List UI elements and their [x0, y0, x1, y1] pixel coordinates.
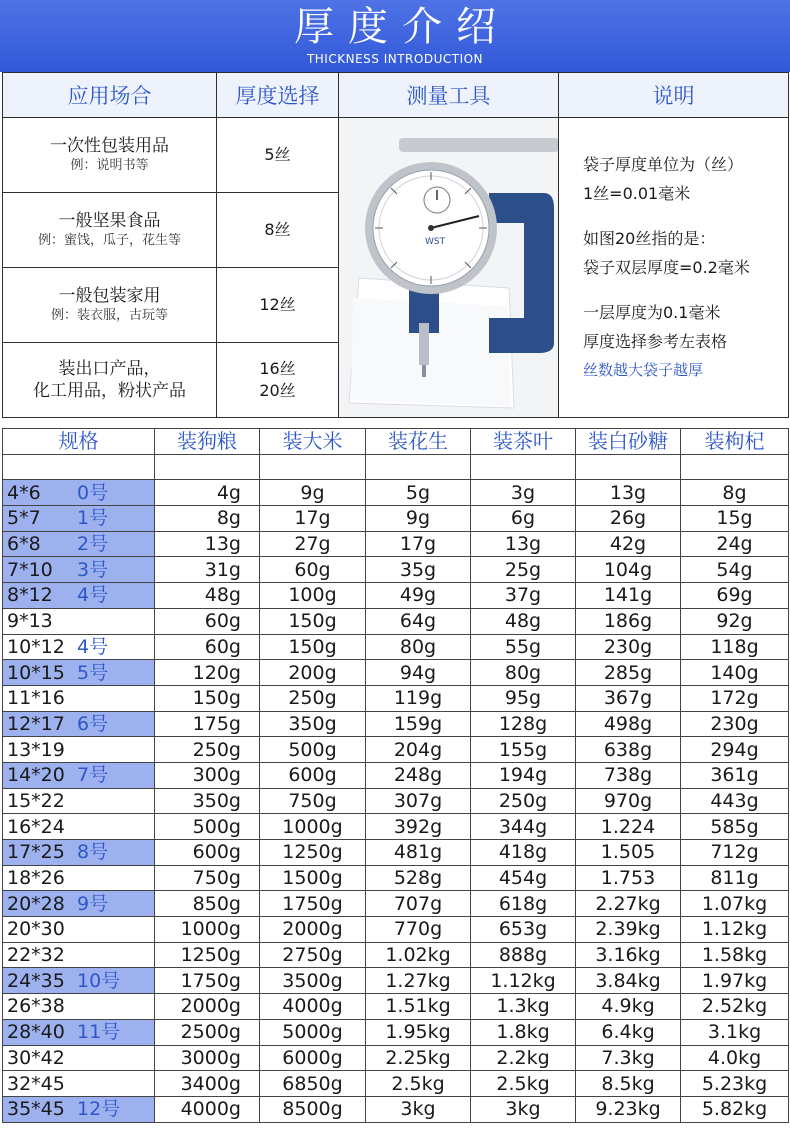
col-header: 装茶叶 [471, 429, 576, 455]
table-row [3, 1096, 789, 1122]
usage-text: 化工用品，粉状产品 [33, 381, 186, 401]
table-row [3, 840, 789, 866]
dial-gauge-icon [339, 118, 559, 418]
table-row [3, 660, 789, 686]
col-header: 装白砂糖 [576, 429, 681, 455]
weight-cell: 128g [471, 711, 576, 737]
weight-cell: 618g [471, 891, 576, 917]
weight-header-row [3, 429, 789, 455]
weight-cell: 750g [260, 788, 366, 814]
weight-cell: 585g [681, 814, 789, 840]
weight-cell: 175g [155, 711, 260, 737]
weight-cell: 811g [681, 865, 789, 891]
usage-text: 一般包装家用 [58, 286, 161, 306]
weight-cell: 3.16kg [576, 942, 681, 968]
weight-cell: 24g [681, 531, 789, 557]
table-row [3, 506, 789, 532]
bag-size: 30*42 [7, 1046, 65, 1069]
weight-cell: 150g [260, 634, 366, 660]
weight-cell: 92g [681, 608, 789, 634]
thickness-value: 8丝 [217, 193, 339, 268]
bag-size: 20*30 [7, 918, 65, 941]
weight-cell: 80g [366, 634, 471, 660]
weight-cell: 1250g [260, 840, 366, 866]
weight-cell: 17g [260, 506, 366, 532]
weight-cell: 1.58kg [681, 942, 789, 968]
weight-cell: 3kg [471, 1096, 576, 1122]
weight-cell: 2.27kg [576, 891, 681, 917]
bag-number: 8号 [77, 841, 109, 864]
bag-size: 12*17 [7, 712, 65, 735]
weight-cell: 888g [471, 942, 576, 968]
spec-cell [3, 506, 155, 532]
usage-cell [3, 118, 217, 193]
weight-cell: 1.12kg [681, 917, 789, 943]
table-row [3, 1071, 789, 1097]
bag-size: 35*45 [7, 1098, 65, 1121]
weight-cell: 7.3kg [576, 1045, 681, 1071]
table-row [3, 994, 789, 1020]
weight-cell: 48g [471, 608, 576, 634]
weight-cell: 26g [576, 506, 681, 532]
weight-cell: 498g [576, 711, 681, 737]
weight-cell: 970g [576, 788, 681, 814]
bag-size: 10*12 [7, 635, 65, 658]
weight-cell: 1750g [155, 968, 260, 994]
bag-number: 11号 [77, 1021, 121, 1044]
bag-number: 1号 [77, 507, 109, 530]
bag-number: 9号 [77, 892, 109, 915]
banner-subtitle: THICKNESS INTRODUCTION [306, 52, 484, 66]
weight-cell: 2500g [155, 1019, 260, 1045]
weight-cell: 4000g [155, 1096, 260, 1122]
spec-cell [3, 968, 155, 994]
header-thickness: 厚度选择 [217, 73, 339, 118]
weight-cell: 750g [155, 865, 260, 891]
weight-cell: 418g [471, 840, 576, 866]
weight-cell: 1750g [260, 891, 366, 917]
weight-cell: 204g [366, 737, 471, 763]
intro-header-row [3, 73, 789, 118]
weight-cell: 35g [366, 557, 471, 583]
thickness-value: 20丝 [259, 381, 296, 400]
weight-cell: 443g [681, 788, 789, 814]
thickness-value: 5丝 [217, 118, 339, 193]
weight-cell: 4.0kg [681, 1045, 789, 1071]
table-row [3, 865, 789, 891]
weight-cell: 60g [155, 608, 260, 634]
weight-cell: 118g [681, 634, 789, 660]
weight-cell: 600g [155, 840, 260, 866]
weight-cell: 300g [155, 762, 260, 788]
spec-cell [3, 1071, 155, 1097]
weight-cell: 738g [576, 762, 681, 788]
weight-cell: 120g [155, 660, 260, 686]
weight-cell: 1.224 [576, 814, 681, 840]
weight-cell: 5.82kg [681, 1096, 789, 1122]
weight-cell: 55g [471, 634, 576, 660]
bag-number: 7号 [77, 764, 109, 787]
spec-cell [3, 942, 155, 968]
weight-cell: 2000g [260, 917, 366, 943]
spec-cell [3, 762, 155, 788]
weight-cell: 6000g [260, 1045, 366, 1071]
weight-cell: 194g [471, 762, 576, 788]
weight-cell: 6g [471, 506, 576, 532]
weight-cell: 94g [366, 660, 471, 686]
notes-cell [559, 118, 789, 418]
weight-cell: 250g [471, 788, 576, 814]
weight-cell: 60g [155, 634, 260, 660]
weight-cell: 3500g [260, 968, 366, 994]
col-header: 装狗粮 [155, 429, 260, 455]
weight-cell: 1.505 [576, 840, 681, 866]
title-banner [0, 0, 790, 72]
weight-cell: 3400g [155, 1071, 260, 1097]
weight-cell: 5.23kg [681, 1071, 789, 1097]
spec-cell [3, 480, 155, 506]
col-header: 装花生 [366, 429, 471, 455]
note-line: 厚度选择参考左表格 [583, 332, 728, 351]
weight-cell: 159g [366, 711, 471, 737]
header-tool: 测量工具 [339, 73, 559, 118]
table-row [3, 814, 789, 840]
weight-cell: 1.51kg [366, 994, 471, 1020]
spec-cell [3, 685, 155, 711]
weight-cell: 95g [471, 685, 576, 711]
weight-cell: 6.4kg [576, 1019, 681, 1045]
spec-cell [3, 583, 155, 609]
weight-cell: 155g [471, 737, 576, 763]
spec-cell [3, 634, 155, 660]
thickness-gauge-photo [339, 118, 559, 418]
weight-cell: 712g [681, 840, 789, 866]
weight-cell: 17g [366, 531, 471, 557]
note-line: 袋子厚度单位为（丝） [583, 155, 744, 174]
weight-cell: 8500g [260, 1096, 366, 1122]
bag-size: 20*28 [7, 892, 65, 915]
thickness-value: 16丝 [259, 359, 296, 378]
bag-size: 16*24 [7, 815, 65, 838]
note-line: 如图20丝指的是： [583, 229, 716, 248]
weight-cell: 1.8kg [471, 1019, 576, 1045]
bag-size: 26*38 [7, 995, 65, 1018]
weight-cell: 3g [471, 480, 576, 506]
weight-cell: 49g [366, 583, 471, 609]
weight-cell: 13g [471, 531, 576, 557]
weight-cell: 481g [366, 840, 471, 866]
table-row [3, 480, 789, 506]
weight-cell: 1250g [155, 942, 260, 968]
table-row [3, 531, 789, 557]
spec-cell [3, 737, 155, 763]
weight-cell: 653g [471, 917, 576, 943]
spec-cell [3, 608, 155, 634]
weight-cell: 3.84kg [576, 968, 681, 994]
gauge-brand-label: WST [425, 237, 446, 247]
weight-cell: 770g [366, 917, 471, 943]
table-row [3, 583, 789, 609]
weight-cell: 248g [366, 762, 471, 788]
weight-cell: 9g [366, 506, 471, 532]
weight-cell: 1.07kg [681, 891, 789, 917]
weight-table [2, 428, 789, 1123]
table-row [3, 788, 789, 814]
usage-example: 例：说明书等 [70, 158, 149, 173]
weight-cell: 1000g [260, 814, 366, 840]
spec-cell [3, 865, 155, 891]
weight-cell: 9g [260, 480, 366, 506]
bag-number: 12号 [77, 1098, 121, 1121]
weight-cell: 1.753 [576, 865, 681, 891]
bag-size: 4*6 [7, 481, 41, 504]
usage-example: 例：装衣服，古玩等 [50, 308, 168, 323]
table-row [3, 634, 789, 660]
thickness-intro-table [2, 72, 789, 418]
table-row [3, 557, 789, 583]
weight-cell: 37g [471, 583, 576, 609]
bag-number: 4号 [77, 635, 109, 658]
table-row [3, 762, 789, 788]
weight-cell: 350g [155, 788, 260, 814]
usage-text: 一次性包装用品 [50, 136, 169, 156]
bag-size: 7*10 [7, 558, 53, 581]
weight-cell: 230g [576, 634, 681, 660]
weight-cell: 100g [260, 583, 366, 609]
weight-cell: 80g [471, 660, 576, 686]
weight-cell: 13g [576, 480, 681, 506]
weight-cell: 4000g [260, 994, 366, 1020]
weight-cell: 104g [576, 557, 681, 583]
weight-cell: 1.97kg [681, 968, 789, 994]
weight-cell: 2.5kg [471, 1071, 576, 1097]
usage-text: 一般坚果食品 [58, 211, 161, 231]
weight-cell: 42g [576, 531, 681, 557]
bag-size: 6*8 [7, 533, 41, 556]
weight-cell: 1.02kg [366, 942, 471, 968]
bag-size: 9*13 [7, 610, 53, 633]
table-row [3, 608, 789, 634]
weight-cell: 9.23kg [576, 1096, 681, 1122]
weight-cell: 500g [260, 737, 366, 763]
bag-number: 5号 [77, 661, 109, 684]
weight-cell: 69g [681, 583, 789, 609]
weight-cell: 2.5kg [366, 1071, 471, 1097]
weight-cell: 2.52kg [681, 994, 789, 1020]
thickness-value: 12丝 [217, 268, 339, 343]
table-row [3, 711, 789, 737]
weight-cell: 367g [576, 685, 681, 711]
bag-size: 18*26 [7, 867, 65, 890]
bag-size: 14*20 [7, 764, 65, 787]
spec-cell [3, 531, 155, 557]
usage-example: 例：蜜饯，瓜子，花生等 [37, 233, 181, 248]
weight-cell: 150g [155, 685, 260, 711]
weight-cell: 1.3kg [471, 994, 576, 1020]
weight-cell: 60g [260, 557, 366, 583]
header-usage: 应用场合 [3, 73, 217, 118]
weight-cell: 27g [260, 531, 366, 557]
bag-size: 5*7 [7, 507, 41, 530]
weight-cell: 2.25kg [366, 1045, 471, 1071]
spec-cell [3, 1096, 155, 1122]
weight-cell: 500g [155, 814, 260, 840]
weight-cell: 150g [260, 608, 366, 634]
spec-cell [3, 891, 155, 917]
weight-cell: 15g [681, 506, 789, 532]
spec-cell [3, 788, 155, 814]
thickness-value-cell [217, 343, 339, 418]
weight-cell: 4.9kg [576, 994, 681, 1020]
spec-cell [3, 1045, 155, 1071]
bag-size: 28*40 [7, 1021, 65, 1044]
weight-cell: 294g [681, 737, 789, 763]
weight-cell: 1.27kg [366, 968, 471, 994]
bag-number: 6号 [77, 712, 109, 735]
weight-cell: 528g [366, 865, 471, 891]
weight-cell: 392g [366, 814, 471, 840]
weight-cell: 64g [366, 608, 471, 634]
weight-cell: 54g [681, 557, 789, 583]
weight-cell: 6850g [260, 1071, 366, 1097]
weight-cell: 2.39kg [576, 917, 681, 943]
bag-size: 15*22 [7, 789, 65, 812]
banner-title: 厚度介绍 [294, 4, 510, 50]
col-header: 规格 [3, 429, 155, 455]
bag-size: 17*25 [7, 841, 65, 864]
weight-cell: 172g [681, 685, 789, 711]
note-line: 袋子双层厚度=0.2毫米 [583, 258, 750, 277]
bag-size: 32*45 [7, 1072, 65, 1095]
note-line: 一层厚度为0.1毫米 [583, 303, 721, 322]
bag-number: 0号 [77, 481, 109, 504]
weight-cell: 140g [681, 660, 789, 686]
table-row [3, 685, 789, 711]
weight-cell: 3000g [155, 1045, 260, 1071]
table-row [3, 942, 789, 968]
spec-cell [3, 840, 155, 866]
note-highlight: 丝数越大袋子越厚 [583, 361, 704, 379]
blank-row [3, 454, 789, 480]
weight-cell: 200g [260, 660, 366, 686]
col-header: 装枸杞 [681, 429, 789, 455]
usage-cell [3, 268, 217, 343]
table-row [3, 891, 789, 917]
weight-cell: 850g [155, 891, 260, 917]
usage-text: 装出口产品， [58, 359, 161, 379]
weight-cell: 119g [366, 685, 471, 711]
spec-cell [3, 660, 155, 686]
weight-cell: 8.5kg [576, 1071, 681, 1097]
weight-cell: 5g [366, 480, 471, 506]
weight-cell: 707g [366, 891, 471, 917]
table-row [3, 1045, 789, 1071]
weight-cell: 8g [155, 506, 260, 532]
note-line: 1丝=0.01毫米 [583, 184, 691, 203]
weight-cell: 3kg [366, 1096, 471, 1122]
table-row [3, 737, 789, 763]
bag-size: 8*12 [7, 584, 53, 607]
weight-cell: 250g [155, 737, 260, 763]
weight-cell: 8g [681, 480, 789, 506]
bag-number: 4号 [77, 584, 109, 607]
bag-size: 10*15 [7, 661, 65, 684]
bag-size: 13*19 [7, 738, 65, 761]
table-row [3, 968, 789, 994]
table-row [3, 1019, 789, 1045]
spec-cell [3, 814, 155, 840]
weight-cell: 600g [260, 762, 366, 788]
table-row [3, 917, 789, 943]
weight-cell: 1000g [155, 917, 260, 943]
spec-cell [3, 711, 155, 737]
weight-cell: 48g [155, 583, 260, 609]
weight-cell: 230g [681, 711, 789, 737]
usage-cell [3, 343, 217, 418]
spec-cell [3, 1019, 155, 1045]
weight-cell: 2000g [155, 994, 260, 1020]
bag-number: 10号 [77, 969, 121, 992]
weight-cell: 2.2kg [471, 1045, 576, 1071]
bag-size: 22*32 [7, 944, 65, 967]
weight-cell: 4g [155, 480, 260, 506]
weight-cell: 638g [576, 737, 681, 763]
weight-cell: 31g [155, 557, 260, 583]
weight-cell: 13g [155, 531, 260, 557]
weight-cell: 307g [366, 788, 471, 814]
weight-cell: 141g [576, 583, 681, 609]
weight-cell: 1.12kg [471, 968, 576, 994]
weight-cell: 250g [260, 685, 366, 711]
weight-cell: 344g [471, 814, 576, 840]
weight-cell: 350g [260, 711, 366, 737]
spec-cell [3, 557, 155, 583]
bag-number: 2号 [77, 533, 109, 556]
bag-size: 11*16 [7, 687, 65, 710]
spec-cell [3, 917, 155, 943]
weight-cell: 25g [471, 557, 576, 583]
bag-number: 3号 [77, 558, 109, 581]
weight-cell: 3.1kg [681, 1019, 789, 1045]
weight-cell: 186g [576, 608, 681, 634]
col-header: 装大米 [260, 429, 366, 455]
weight-cell: 1500g [260, 865, 366, 891]
weight-cell: 2750g [260, 942, 366, 968]
bag-size: 24*35 [7, 969, 65, 992]
header-notes: 说明 [559, 73, 789, 118]
weight-cell: 1.95kg [366, 1019, 471, 1045]
weight-cell: 285g [576, 660, 681, 686]
weight-cell: 361g [681, 762, 789, 788]
spec-cell [3, 994, 155, 1020]
usage-cell [3, 193, 217, 268]
weight-cell: 454g [471, 865, 576, 891]
intro-row [3, 118, 789, 193]
weight-cell: 5000g [260, 1019, 366, 1045]
